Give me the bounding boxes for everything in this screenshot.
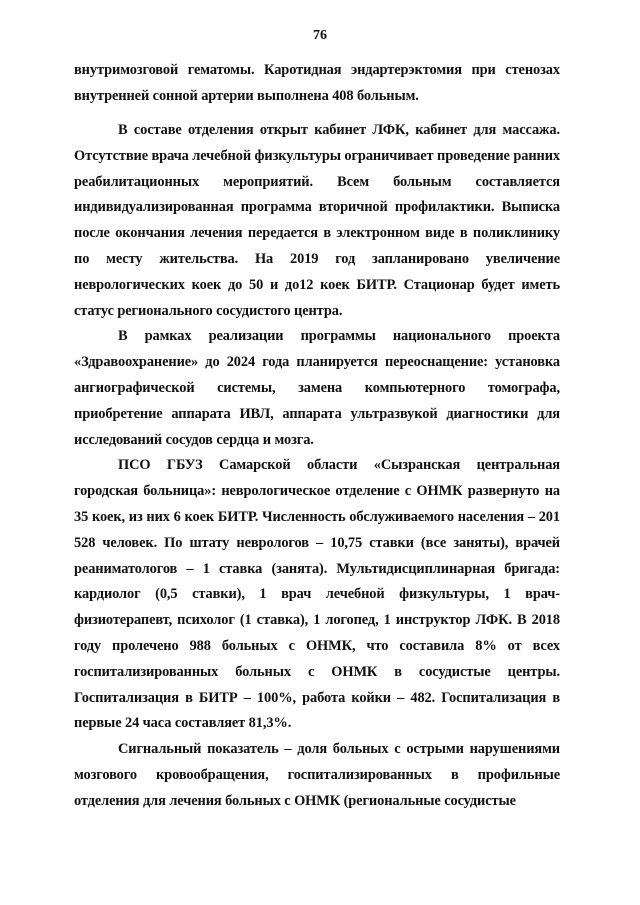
- document-body: [74, 58, 560, 815]
- page-number: 76: [313, 28, 327, 43]
- paragraph-continuation: внутримозговой гематомы. Каротидная эндартерэктомия при стенозах внутренней сонной артерии выполнена 408 больным.: [74, 62, 560, 104]
- paragraph-signal-indicator: Сигнальный показатель – доля больных с острыми нарушениями мозгового кровообращения, госпитализированных в профильные отделения для лечения больных с ОНМК (региональные сосудистые: [74, 741, 560, 809]
- paragraph-syzran-hospital: ПСО ГБУЗ Самарской области «Сызранская центральная городская больница»: неврологическое отделение с ОНМК развернуто на 35 коек, из них 6 коек БИТР. Численность обслуживаемого населения – 201 528 человек. По штату неврологов – 10,75 ставки (все заняты), врачей реаниматологов – 1 ставка (занята). Мультидисциплинарная бригада: кардиолог (0,5 ставки), 1 врач лечебной физкультуры, 1 врач-физиотерапевт, психолог (1 ставка), 1 логопед, 1 инструктор ЛФК. В 2018 году пролечено 988 больных с ОНМК, что составила 8% от всех госпитализированных больных с ОНМК в сосудистые центры. Госпитализация в БИТР – 100%, работа койки – 482. Госпитализация в первые 24 часа составляет 81,3%.: [74, 457, 560, 732]
- paragraph-lfk-cabinet: В составе отделения открыт кабинет ЛФК, кабинет для массажа. Отсутствие врача лечебной физкультуры ограничивает проведение ранних реабилитационных мероприятий. Всем больным составляется индивидуализированная программа вторичной профилактики. Выписка после окончания лечения передается в электронном виде в поликлинику по месту жительства. На 2019 год запланировано увеличение неврологических коек до 50 и до12 коек БИТР. Стационар будет иметь статус регионального сосудистого центра.: [74, 122, 560, 319]
- paragraph-national-project: В рамках реализации программы национального проекта «Здравоохранение» до 2024 года планируется переоснащение: установка ангиографической системы, замена компьютерного томографа, приобретение аппарата ИВЛ, аппарата ультразвукой диагностики для исследований сосудов сердца и мозга.: [74, 328, 560, 448]
